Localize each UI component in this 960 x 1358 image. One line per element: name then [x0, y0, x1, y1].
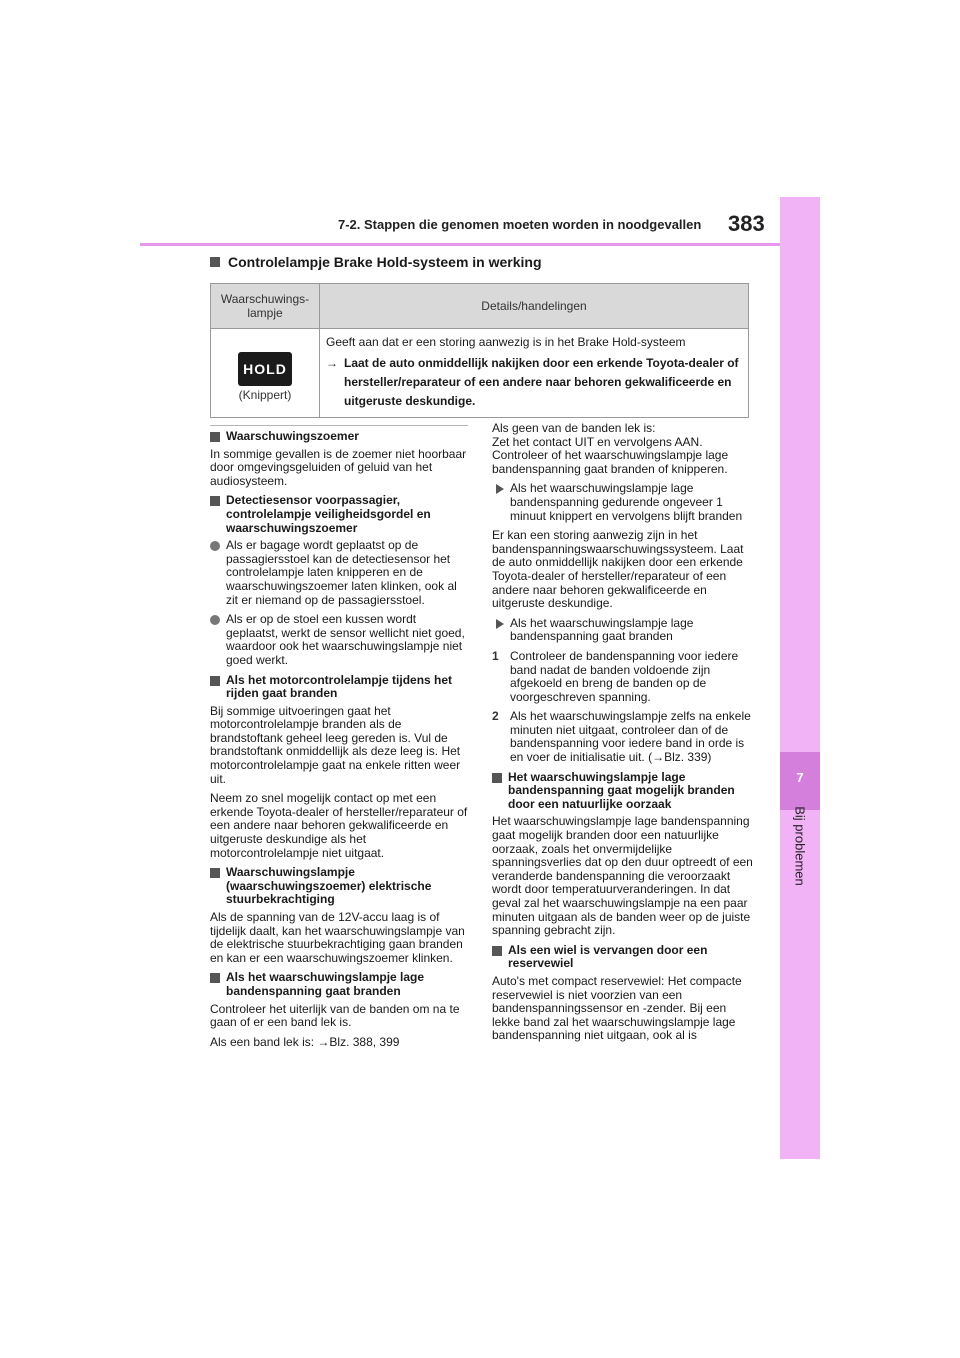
square-bullet-icon: [210, 868, 220, 878]
col-header-line2: lampje: [247, 306, 283, 320]
square-bullet-icon: [492, 946, 502, 956]
square-bullet-icon: [210, 496, 220, 506]
step-text: Als het waarschuwingslampje zelfs na enkele minuten niet uitgaat, controleer dan of de bandenspanning voor iedere band in orde is en voer de initialisatie uit. (→Blz. 339): [510, 709, 751, 765]
condition-text: Als het waarschuwingslampje lage bandenspanning gedurende ongeveer 1 minuut knippert en vervolgens blijft branden: [510, 481, 743, 523]
heading-text: Waarschuwingslampje (waarschuwingszoemer) elektrische stuurbekrachtiging: [226, 865, 432, 907]
paragraph: Als geen van de banden lek is:: [492, 421, 656, 435]
section-title: [210, 254, 542, 270]
hold-warning-icon: HOLD: [238, 352, 292, 386]
col-header-details: Details/handelingen: [320, 284, 749, 329]
bullet-item: [210, 613, 468, 667]
chapter-side-tab: [780, 197, 820, 1159]
heading-text: Waarschuwingszoemer: [226, 429, 359, 443]
square-bullet-icon: [210, 973, 220, 983]
arrow-right-icon: →: [326, 356, 338, 370]
condition-text: Als het waarschuwingslampje lage bandenspanning gaat branden: [510, 615, 694, 644]
bullet-item: [210, 539, 468, 607]
heading-text: Als het motorcontrolelampje tijdens het rijden gaat branden: [226, 672, 453, 701]
bullet-text: Als er op de stoel een kussen wordt geplaatst, werkt de sensor wellicht niet goed, waardoor ook het waarschuwingslampje niet goed werkt.: [226, 612, 465, 667]
paragraph: Er kan een storing aanwezig zijn in het bandenspanningswaarschuwingssysteem. Laat de auto onmiddellijk nakijken door een erkende Toyota-dealer of hersteller/reparateur of een andere naar behoren gekwalificeerde en uitgeruste deskundige.: [492, 528, 744, 611]
paragraph: Controleer het uiterlijk van de banden om na te gaan of er een band lek is.: [210, 1001, 460, 1030]
warning-light-cell: [211, 329, 320, 418]
page-number: 383: [728, 211, 765, 236]
bullet-text: Als er bagage wordt geplaatst op de passagiersstoel kan de detectiesensor het controlelampje laten knipperen en de waarschuwingszoemer laten klinken, ook al zit er niemand op de passagiersstoel.: [226, 538, 457, 607]
warning-table: [210, 283, 749, 418]
paragraph: Neem zo snel mogelijk contact op met een erkende Toyota-dealer of hersteller/reparateur of een andere naar behoren gekwalificeerde en uitgeruste deskundige als het motorcontrolelampje niet uitgaat.: [210, 791, 468, 860]
col-header-line1: Waarschuwings-: [220, 292, 310, 306]
header-rule: [140, 243, 780, 246]
chapter-number: 7: [796, 770, 804, 785]
heading-text: Detectiesensor voorpassagier, controlelampje veiligheidsgordel en waarschuwingszoemer: [226, 493, 431, 535]
table-header-row: [211, 284, 749, 329]
step-item: [492, 710, 754, 764]
paragraph: Zet het contact UIT en vervolgens AAN. Controleer of het waarschuwingslampje lage bandenspanning gaat branden of knipperen.: [492, 434, 729, 476]
column-divider: [210, 425, 468, 426]
icon-caption: (Knippert): [238, 388, 292, 402]
heading: [210, 430, 468, 444]
condition-item: [492, 482, 754, 523]
details-text: Geeft aan dat er een storing aanwezig is in het Brake Hold-systeem: [326, 335, 686, 349]
table-row: [211, 329, 749, 418]
step-number: 2: [492, 709, 499, 724]
step-item: [492, 650, 754, 704]
heading-text: Als het waarschuwingslampje lage bandenspanning gaat branden: [226, 970, 425, 998]
triangle-bullet-icon: [496, 484, 504, 494]
circle-bullet-icon: [210, 615, 220, 625]
left-column: [210, 430, 468, 1055]
paragraph: In sommige gevallen is de zoemer niet hoorbaar door omgevingsgeluiden of geluid van het audiosysteem.: [210, 446, 467, 488]
square-bullet-icon: [210, 676, 220, 686]
heading: [210, 674, 468, 701]
heading-text: Als een wiel is vervangen door een reservewiel: [508, 942, 708, 971]
paragraph: Auto's met compact reservewiel: Het compacte reservewiel is niet voorzien van een bandenspanningssensor en -zender. Bij een lekke band zal het waarschuwingslampje lage bandenspanning niet uitgaan, ook al is: [492, 973, 742, 1043]
col-header-warning-light: [211, 284, 320, 329]
action-text: Laat de auto onmiddellijk nakijken door een erkende Toyota-dealer of hersteller/reparateur of een andere naar behoren gekwalificeerde en uitgeruste deskundige.: [344, 356, 739, 408]
heading-text: Het waarschuwingslampje lage bandenspanning gaat mogelijk branden door een natuurlijke oorzaak: [508, 769, 735, 811]
triangle-bullet-icon: [496, 619, 504, 629]
paragraph: Bij sommige uitvoeringen gaat het motorcontrolelampje branden als de brandstoftank geheel leeg gereden is. Vul de brandstoftank onmiddellijk als deze leeg is. Het motorcontrolelampje gaat na enkele ritten weer uit.: [210, 703, 461, 786]
heading: [492, 771, 754, 812]
step-number: 1: [492, 648, 499, 663]
heading: [210, 971, 468, 998]
square-bullet-icon: [492, 773, 502, 783]
action-line: [326, 354, 742, 411]
heading: [210, 866, 468, 907]
details-cell: [320, 329, 749, 418]
paragraph: Als de spanning van de 12V-accu laag is of tijdelijk daalt, kan het waarschuwingslampje van de elektrische stuurbekrachtiging gaan branden en kan er een waarschuwingszoemer klinken.: [210, 910, 465, 965]
page-reference[interactable]: Als een band lek is: →Blz. 388, 399: [210, 1034, 400, 1049]
heading: [492, 944, 754, 971]
paragraph: Het waarschuwingslampje lage bandenspanning gaat mogelijk branden door een natuurlijke oorzaak, zoals het onvermijdelijke spanningsverlies dat op den duur optreedt of een veranderde bandenspanning die veroorzaakt wordt door temperatuurveranderingen. In dat geval zal het waarschuwingslampje na een paar minuten uitgaan als de banden weer op de juiste spanning gebracht zijn.: [492, 814, 753, 938]
right-column: [492, 422, 754, 1049]
section-title-text: Controlelampje Brake Hold-systeem in werking: [228, 254, 542, 270]
square-bullet-icon: [210, 432, 220, 442]
chapter-label: Bij problemen: [792, 806, 808, 886]
condition-item: [492, 617, 754, 644]
header-title: 7-2. Stappen die genomen moeten worden in noodgevallen: [338, 217, 702, 232]
heading: [210, 494, 468, 535]
step-text: Controleer de bandenspanning voor iedere band nadat de banden voldoende zijn afgekoeld en breng de banden op de voorgeschreven spanning.: [510, 648, 739, 704]
circle-bullet-icon: [210, 541, 220, 551]
square-bullet-icon: [210, 257, 220, 267]
